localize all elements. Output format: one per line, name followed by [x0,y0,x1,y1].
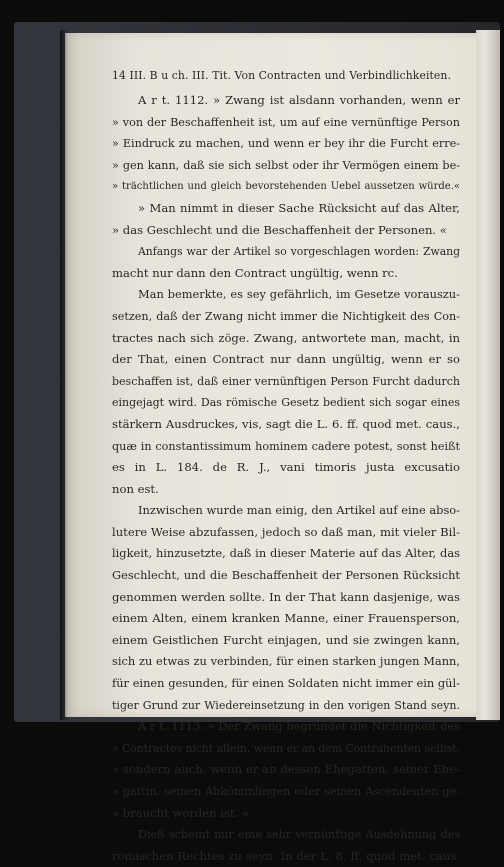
text-line: Dieß scheint mir eine sehr vernünftige Ausdehnung des [138,828,460,842]
text-line: stärkern Ausdruckes, vis, sagt die L. 6. ff. quod met. caus., [112,416,460,431]
text-line: » trächtlichen und gleich bevorstehenden Uebel aussetzen würde.« [112,181,460,193]
page-text [112,64,460,867]
text-line: » von der Beschaffenheit ist, um auf eine vernünftige Person [112,115,460,129]
text-line: Anfangs war der Artikel so vorgeschlagen worden: Zwang [138,245,460,259]
text-line: » Man nimmt in dieser Sache Rücksicht auf das Alter, [138,200,460,215]
text-line: Inzwischen wurde man einig, den Artikel auf eine abso- [138,503,460,518]
gutter-shadow [60,30,68,720]
text-line: für einen gesunden, für einen Soldaten nicht immer ein gül- [112,676,460,691]
text-line: » braucht worden ist. « [112,805,250,820]
text-line: genommen werden sollte. In der That kann dasjenige, was [112,589,460,604]
text-line: setzen, daß der Zwang nicht immer die Nichtigkeit des Con- [112,309,460,323]
text-line: tractes nach sich zöge. Zwang, antwortete man, macht, in [112,330,460,345]
text-line: es in L. 184. de R. J., vani timoris justa excusatio [112,460,460,475]
text-line: Man bemerkte, es sey gefährlich, im Gesetze vorauszu- [138,287,460,302]
text-line: lutere Weise abzufassen, jedoch so daß man, mit vieler Bil- [112,524,460,539]
text-line: macht nur dann den Contract ungültig, wenn rc. [112,265,398,280]
text-line: einem Geistlichen Furcht einjagen, und sie zwingen kann, [112,632,460,647]
text-line: » das Geschlecht und die Beschaffenheit der Personen. « [112,222,447,237]
text-line: quæ in constantissimum hominem cadere potest, sonst heißt [112,439,460,453]
page-edges [476,30,500,720]
text-line: » Eindruck zu machen, und wenn er bey ihr die Furcht erre- [112,137,460,151]
text-line: » gen kann, daß sie sich selbst oder ihr Vermögen einem be- [112,158,460,172]
text-line: eingejagt wird. Das römische Gesetz bedient sich sogar eines [112,396,460,410]
text-line: non est. [112,481,159,496]
text-line: » sondern auch, wenn er an dessen Ehegatten, seiner Ehe- [112,762,460,777]
text-line: tiger Grund zur Wiedereinsetzung in den vorigen Stand seyn. [112,698,460,712]
text-line: A r t. 1112. » Zwang ist alsdann vorhanden, wenn er [138,93,460,107]
text-line: beschaffen ist, daß einer vernünftigen Person Furcht dadurch [112,374,460,388]
text-line: » Contractes nicht allein, wenn er an dem Contrahenten selbst, [112,741,461,755]
text-line: einem Alten, einem kranken Manne, einer Frauensperson, [112,611,460,626]
text-line: ligkeit, hinzusetzte, daß in dieser Materie auf das Alter, das [112,546,460,561]
text-line: Geschlecht, und die Beschaffenheit der Personen Rücksicht [112,568,460,583]
text-line: römischen Rechtes zu seyn. In der L. 8. ff. quod met. caus. [112,848,460,863]
text-line: » gattin, seinen Abkömmlingen oder seinen Ascendenten ge- [112,785,460,798]
running-header: 14 III. B u ch. III. Tit. Von Contracten und Verbindlichkeiten. [112,69,452,82]
text-line: A r t. 1113. » Der Zwang begründet die Nichtigkeit des [138,719,460,734]
text-line: sich zu etwas zu verbinden, für einen starken jungen Mann, [112,654,460,669]
text-line: der That, einen Contract nur dann ungültig, wenn er so [112,352,460,367]
